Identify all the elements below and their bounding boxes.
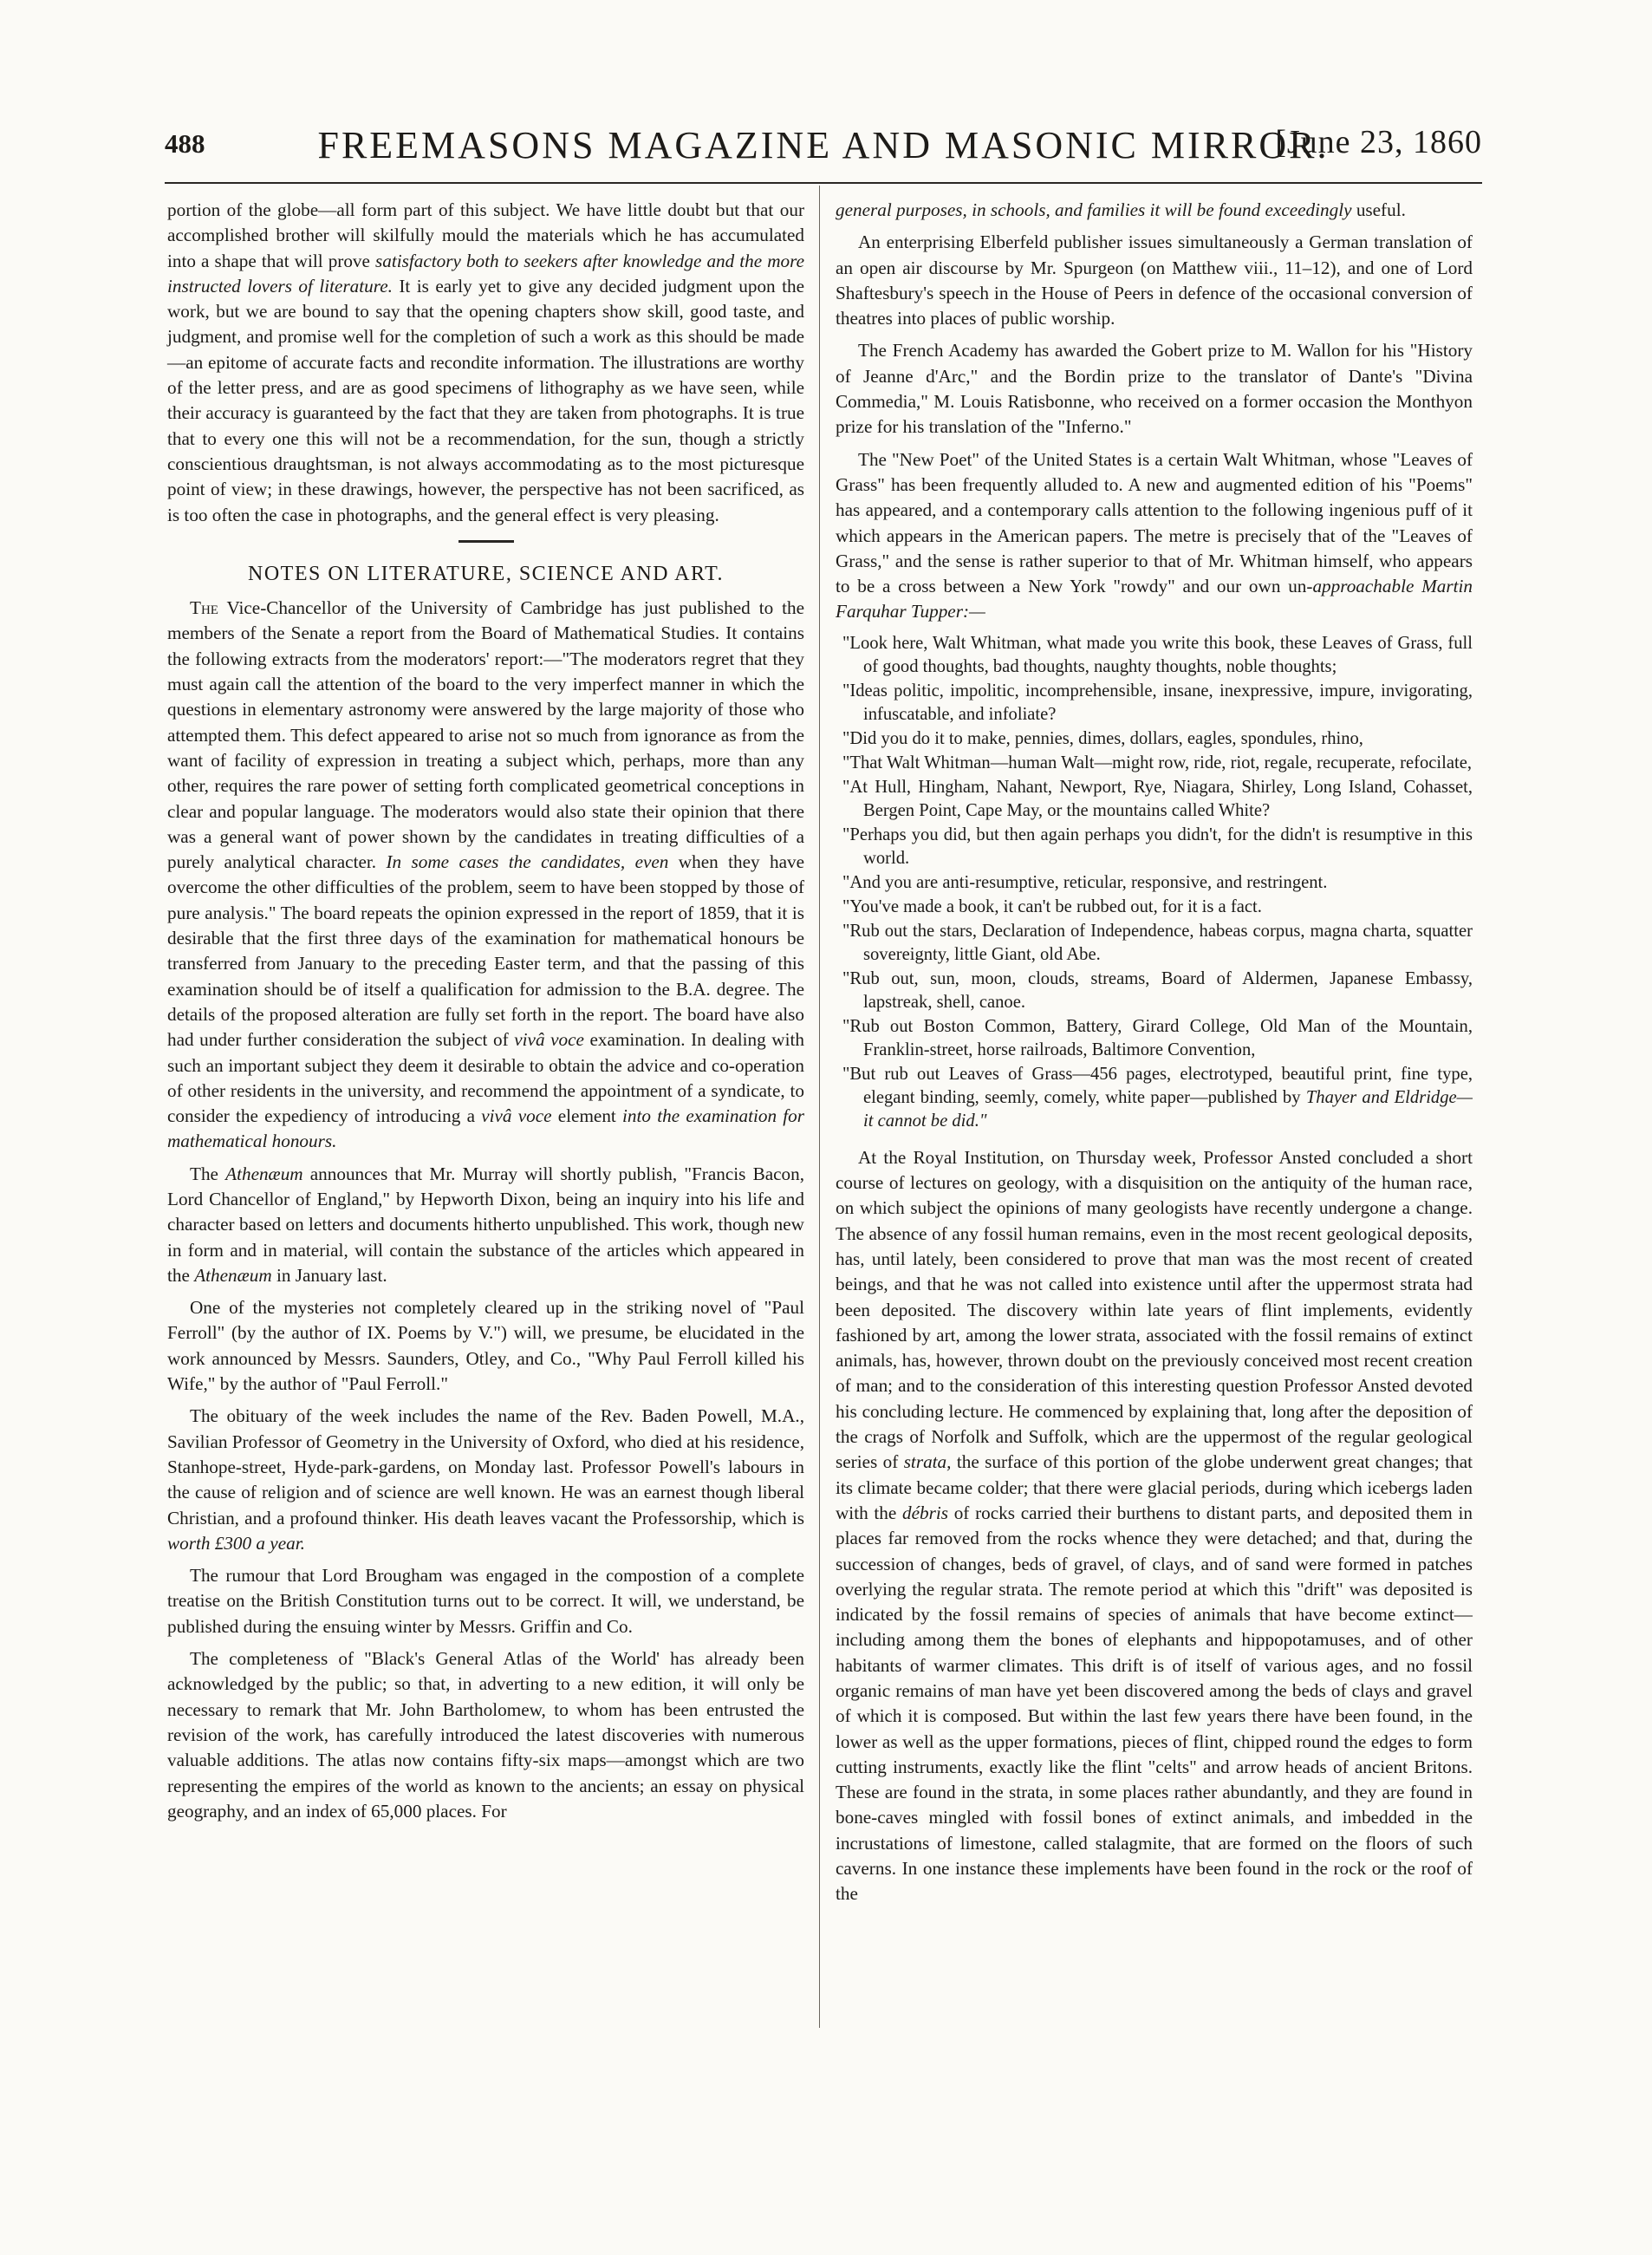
italic-text: into the examination for mathematical honours. <box>167 1105 804 1152</box>
text-run: It is early yet to give any decided judgment upon the work, but we are bound to say that the opening chapters show skill, good taste, and judgment, and promise well for the completion of such a work as this should be made—an epitome of accurate facts and recondite information. The illustrations are worthy of the letter press, and are as good specimens of lithography as we have seen, while their accuracy is guaranteed by the fact that they are taken from photographs. It is true that to every one this will not be a recommendation, for the sun, though a strictly conscientious draughtsman, is not always accommodating as to the most picturesque point of view; in these drawings, however, the perspective has not been sacrificed, as is too often the case in photographs, and the general effect is very pleasing. <box>167 275 804 525</box>
article-paragraph <box>836 1145 1473 1907</box>
text-run: An enterprising Elberfeld publisher issues simultaneously a German translation of an open air discourse by Mr. Spurgeon (on Matthew viii., 11–12), and one of Lord Shaftesbury's speech in the House of Peers in defence of the occasional conversion of theatres into places of public worship. <box>836 231 1473 329</box>
text-run: "At Hull, Hingham, Nahant, Newport, Rye, Niagara, Shirley, Long Island, Cohasset, Bergen Point, Cape May, or the mountains called White? <box>842 777 1473 820</box>
article-paragraph <box>836 230 1473 331</box>
poem-verse <box>836 1063 1473 1133</box>
poem-verse <box>836 632 1473 679</box>
poem-verse <box>836 1015 1473 1062</box>
right-notes-1 <box>836 230 1473 624</box>
text-run: "But rub out Leaves of Grass—456 pages, electrotyped, beautiful print, fine type, elegant binding, seemly, comely, white paper—published by <box>842 1064 1473 1107</box>
text-run: At the Royal Institution, on Thursday week, Professor Ansted concluded a short course of lectures on geology, with a disquisition on the antiquity of the human race, on which subject the opinions of many geologists have recently undergone a change. The absence of any fossil human remains, even in the most recent geological deposits, has, until lately, been considered to prove that man was the most recent of created beings, and that he was not called into existence until after the uppermost strata had been deposited. The discovery within late years of flint implements, evidently fashioned by art, among the lower strata, associated with the fossil remains of extinct animals, has, however, thrown doubt on the previously conceived most recent creation of man; and to the consideration of this interesting question Professor Ansted devoted his concluding lecture. He commenced by explaining that, long after the deposition of the crags of Norfolk and Suffolk, which are the uppermost of the regular geological series of <box>836 1146 1473 1473</box>
right-column <box>836 198 1473 1914</box>
header-rule <box>165 182 1482 184</box>
poem-verse <box>836 824 1473 870</box>
page-number: 488 <box>165 128 205 159</box>
left-notes <box>167 596 804 1824</box>
italic-text: Athenæum <box>194 1264 272 1286</box>
text-run: "You've made a book, it can't be rubbed out, for it is a fact. <box>842 896 1262 916</box>
italic-text: worth £300 a year. <box>167 1532 305 1554</box>
article-paragraph <box>167 596 804 1155</box>
text-run: announces that Mr. Murray will shortly publish, "Francis Bacon, Lord Chancellor of England," by Hepworth Dixon, being an inquiry into his life and character based on letters and documents hitherto unpublished. This work, though new in form and in material, will contain the substance of the articles which appeared in the <box>167 1163 804 1286</box>
text-run: "That Walt Whitman—human Walt—might row, ride, riot, regale, recuperate, refocilate, <box>842 753 1472 772</box>
left-column <box>167 198 804 1831</box>
article-paragraph <box>167 1646 804 1824</box>
text-run: examination. In dealing with such an important subject they deem it desirable to obtain the advice and co-operation of other residents in the university, and recommend the appointment of a syndicate, to consider the expediency of introducing a <box>167 1029 804 1127</box>
continued-paragraph <box>167 198 804 528</box>
article-paragraph <box>836 338 1473 440</box>
text-run: when they have overcome the other difficulties of the problem, seem to have been stopped by those of pure analysis." The board repeats the opinion expressed in the report of 1859, that it is desirable that the first three days of the examination for mathematical honours be transferred from January to the preceding Easter term, and that the passing of this examination should be of itself a qualification for admission to the B.A. degree. The details of the proposed alteration are fully set forth in the report. The board have also had under further consideration the subject of <box>167 851 804 1051</box>
poem-verse <box>836 896 1473 919</box>
article-paragraph <box>167 1295 804 1397</box>
italic-text: satisfactory both to seekers after knowledge and the more instructed lovers of literature. <box>167 250 805 297</box>
italic-text: vivâ voce <box>481 1105 552 1127</box>
text-run: element <box>551 1105 623 1127</box>
poem-verse <box>836 920 1473 967</box>
text-run: "Rub out Boston Common, Battery, Girard College, Old Man of the Mountain, Franklin-street, horse railroads, Baltimore Convention, <box>842 1016 1473 1059</box>
text-run: "Look here, Walt Whitman, what made you write this book, these Leaves of Grass, full of good thoughts, bad thoughts, naughty thoughts, noble thoughts; <box>842 633 1473 676</box>
text-run: "Did you do it to make, pennies, dimes, dollars, eagles, spondules, rhino, <box>842 728 1363 748</box>
italic-text: strata, <box>903 1451 952 1473</box>
masthead-title: FREEMASONS MAGAZINE AND MASONIC MIRROR. <box>317 124 1330 166</box>
text-run: The French Academy has awarded the Gobert prize to M. Wallon for his "History of Jeanne d'Arc," and the Bordin prize to the translator of Dante's "Divina Commedia," M. Louis Ratisbonne, who received on a former occasion the Monthyon prize for his translation of the "Inferno." <box>836 340 1473 438</box>
article-paragraph <box>167 1162 804 1288</box>
text-run: "Perhaps you did, but then again perhaps you didn't, for the didn't is resumptive in this world. <box>842 824 1473 868</box>
article-paragraph <box>836 447 1473 625</box>
section-ornament <box>459 540 514 543</box>
italic-text: vivâ voce <box>514 1029 584 1051</box>
text-run: "Rub out the stars, Declaration of Independence, habeas corpus, magna charta, squatter sovereignty, little Giant, old Abe. <box>842 921 1473 964</box>
poem-verse <box>836 680 1473 727</box>
poem-verse <box>836 968 1473 1014</box>
small-caps-text: The <box>190 597 218 619</box>
text-run: Vice-Chancellor of the University of Cambridge has just published to the members of the Senate a report from the Board of Mathematical Studies. It contains the following extracts from the moderators' report:—"The moderators regret that they must again call the attention of the board to the very imperfect manner in which the questions in elementary astronomy were answered by the large majority of those who attempted them. This defect appeared to arise not so much from ignorance as from the want of facility of expression in treating a subject which, perhaps, more than any other, requires the rare power of setting forth complicated geometrical conceptions in clear and popular language. The moderators would also state their opinion that there was a general want of power shown by the candidates in treating difficulties of a purely analytical character. <box>167 597 804 873</box>
text-run: The "New Poet" of the United States is a certain Walt Whitman, whose "Leaves of Grass" has been frequently alluded to. A new and augmented edition of his "Poems" has appeared, and a contemporary calls attention to the following ingenious puff of it which appears in the American papers. The metre is precisely that of the "Leaves of Grass," and the sense is rather superior to that of Mr. Whitman himself, who appears to be a cross between a New York "rowdy" and our own un- <box>836 448 1473 597</box>
text-run: One of the mysteries not completely cleared up in the striking novel of "Paul Ferroll" (by the author of IX. Poems by V.") will, we presume, be elucidated in the work announced by Messrs. Saunders, Otley, and Co., "Why Paul Ferroll killed his Wife," by the author of "Paul Ferroll." <box>167 1297 804 1395</box>
issue-date: [June 23, 1860 <box>1275 124 1482 160</box>
whitman-parody-poem <box>836 632 1473 1133</box>
italic-text: In some cases the candidates, even <box>386 851 669 873</box>
text-run: The completeness of "Black's General Atlas of the World' has already been acknowledged by the public; so that, in adverting to a new edition, it will only be necessary to remark that Mr. John Bartholomew, to whom has been entrusted the revision of the work, has carefully introduced the latest discoveries with numerous valuable additions. The atlas now contains fifty-six maps—amongst which are two representing the empires of the world as known to the ancients; an essay on physical geography, and an index of 65,000 places. For <box>167 1648 804 1822</box>
poem-verse <box>836 871 1473 895</box>
poem-verse <box>836 752 1473 775</box>
poem-verse <box>836 727 1473 751</box>
italic-text: débris <box>902 1502 948 1523</box>
article-paragraph <box>167 1404 804 1556</box>
italic-text: general purposes, in schools, and families it will be found exceedingly <box>836 199 1352 220</box>
text-run: "And you are anti-resumptive, reticular, responsive, and restringent. <box>842 872 1328 892</box>
continued-paragraph <box>836 198 1473 223</box>
text-run: portion of the globe—all form part of this subject. We have little doubt but that our accomplished brother will skilfully mould the materials which he has accumulated into a shape that will prove <box>167 199 804 271</box>
poem-verse <box>836 776 1473 823</box>
text-run: The <box>190 1163 226 1184</box>
text-run: "Rub out, sun, moon, clouds, streams, Board of Aldermen, Japanese Embassy, lapstreak, shell, canoe. <box>842 968 1473 1012</box>
text-run: the surface of this portion of the globe underwent great changes; that its climate became colder; that there were glacial periods, during which icebergs laden with the <box>836 1451 1473 1523</box>
page-header <box>165 111 1482 172</box>
text-run: in January last. <box>271 1264 387 1286</box>
right-notes-2 <box>836 1145 1473 1907</box>
italic-text: approachable Martin Farquhar Tupper:— <box>836 576 1473 622</box>
text-run: of rocks carried their burthens to distant parts, and deposited them in places far removed from the rocks whence they were detached; and that, during the succession of changes, beds of gravel, of clays, and of sand were formed in patches overlying the regular strata. The remote period at which this "drift" was deposited is indicated by the fossil remains of species of animals that have become extinct—including among them the bones of elephants and hippopotamuses, and of other habitants of warmer climates. This drift is of itself of various ages, and no fossil organic remains of man have yet been discovered among the beds of clays and gravel of which it is composed. But within the last few years there have been found, in the lower as well as the upper formations, pieces of flint, chipped round the edges to form cutting instruments, exactly like the flint "celts" and arrow heads of ancient Britons. These are found in the strata, in some places rather abundantly, and they are found in bone-caves mingled with fossil bones of extinct animals, and imbedded in the incrustations of limestone, called stalagmite, that are formed on the floors of such caverns. In one instance these implements have been found in the rock or the roof of the <box>836 1502 1473 1905</box>
text-run: useful. <box>1351 199 1406 220</box>
article-paragraph <box>167 1563 804 1639</box>
text-run: The obituary of the week includes the name of the Rev. Baden Powell, M.A., Savilian Professor of Geometry in the University of Oxford, who died at his residence, Stanhope-street, Hyde-park-gardens, on Monday last. Professor Powell's labours in the cause of religion and of science are well known. He was an earnest though liberal Christian, and a profound thinker. His death leaves vacant the Professorship, which is <box>167 1405 804 1528</box>
section-title: NOTES ON LITERATURE, SCIENCE AND ART. <box>248 562 724 585</box>
text-run: "Ideas politic, impolitic, incomprehensible, insane, inexpressive, impure, invigorating, infuscatable, and infoliate? <box>842 681 1473 724</box>
text-run: The rumour that Lord Brougham was engaged in the compostion of a complete treatise on the British Constitution turns out to be correct. It will, we understand, be published during the ensuing winter by Messrs. Griffin and Co. <box>167 1565 804 1637</box>
column-divider <box>819 186 820 2028</box>
italic-text: Thayer and Eldridge—it cannot be did." <box>863 1087 1473 1131</box>
italic-text: Athenæum <box>225 1163 303 1184</box>
